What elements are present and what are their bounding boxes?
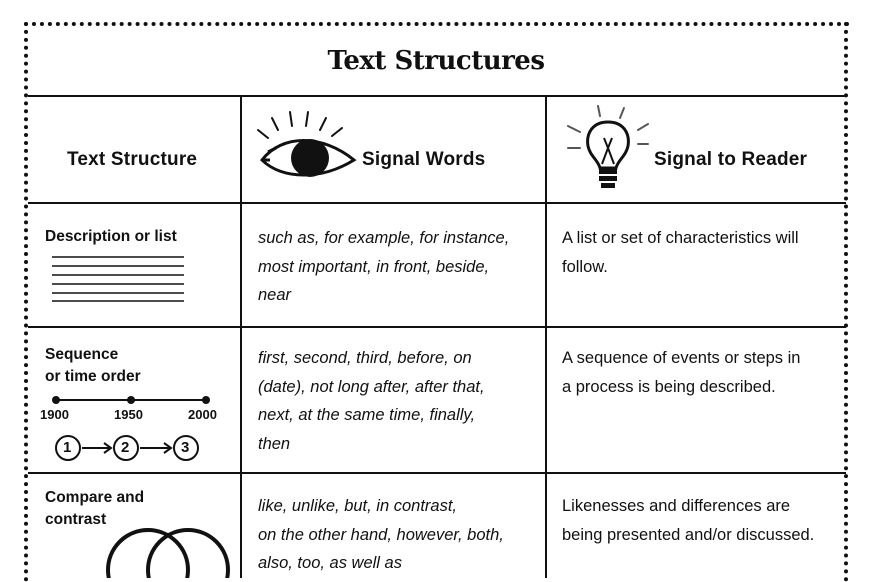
column-divider-1 [240, 96, 242, 578]
signal-reader-line: follow. [562, 257, 608, 276]
signal-words-line: like, unlike, but, in contrast, [258, 497, 458, 515]
signal-reader-line: A sequence of events or steps in [562, 349, 801, 367]
steps-diagram [54, 432, 214, 464]
signal-words-line: most important, in front, beside, [258, 257, 490, 276]
timeline-label-1950: 1950 [114, 407, 143, 422]
structure-label-line: contrast [45, 511, 107, 528]
signal-words-line: first, second, third, before, on [258, 349, 472, 367]
page-title: Text Structures [327, 46, 545, 76]
divider-row1 [28, 326, 846, 328]
header-signal-words: Signal Words [362, 149, 486, 170]
step-3: 3 [181, 439, 190, 456]
step-2: 2 [121, 439, 130, 456]
signal-reader-description [562, 224, 799, 281]
signal-reader-line: Likenesses and differences are [562, 497, 791, 515]
venn-diagram-icon [104, 518, 234, 578]
signal-reader-line: A list or set of characteristics will [562, 229, 799, 247]
structure-label-line: Compare and [45, 489, 145, 506]
timeline-label-1900: 1900 [40, 407, 69, 422]
signal-words-sequence [258, 344, 485, 458]
structure-label-description: Description or list [45, 228, 177, 245]
step-1: 1 [63, 439, 72, 456]
header-text-structure: Text Structure [67, 149, 198, 170]
lines-icon [52, 255, 186, 305]
eye-icon [252, 108, 360, 188]
title-row [28, 26, 844, 96]
timeline-icon [52, 394, 212, 406]
header-signal-reader: Signal to Reader [654, 149, 808, 170]
structure-label-sequence [45, 344, 141, 388]
signal-reader-line: a process is being described. [562, 377, 776, 396]
signal-words-line: next, at the same time, finally, [258, 406, 476, 424]
signal-reader-line: being presented and/or discussed. [562, 525, 815, 544]
structure-label-line: or time order [45, 368, 141, 385]
column-divider-2 [545, 96, 547, 578]
signal-words-description [258, 224, 509, 310]
signal-words-line: (date), not long after, after that, [258, 377, 485, 396]
divider-header [28, 202, 846, 204]
lightbulb-icon [562, 104, 654, 196]
dotted-border-right [844, 22, 848, 582]
timeline-label-2000: 2000 [188, 407, 217, 422]
divider-row2 [28, 472, 846, 474]
signal-words-line: then [258, 434, 291, 453]
signal-words-line: near [258, 286, 292, 304]
dotted-border-left [24, 22, 28, 582]
signal-words-line: such as, for example, for instance, [258, 229, 510, 247]
divider-title [28, 95, 846, 97]
signal-reader-compare [562, 492, 814, 549]
signal-words-compare [258, 492, 504, 578]
signal-words-line: also, too, as well as [258, 554, 402, 572]
signal-words-line: on the other hand, however, both, [258, 525, 504, 544]
structure-label-line: Sequence [45, 346, 119, 363]
signal-reader-sequence [562, 344, 801, 401]
